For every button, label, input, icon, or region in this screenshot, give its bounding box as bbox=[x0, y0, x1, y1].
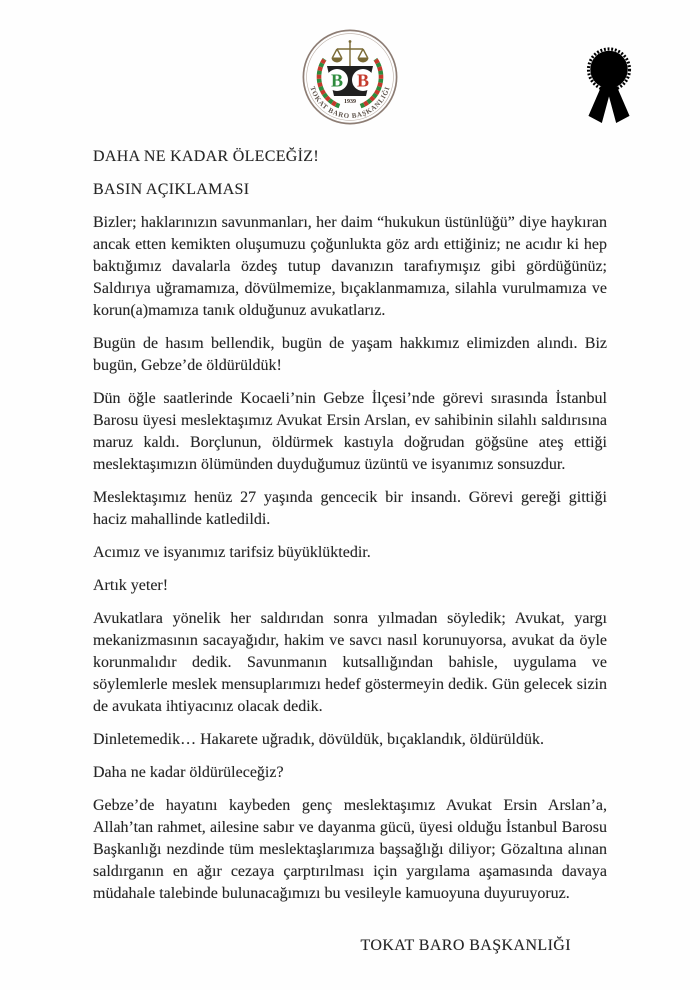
scales-of-justice-icon bbox=[332, 40, 369, 67]
paragraph-7: Avukatlara yönelik her saldırıdan sonra yılmadan söyledik; Avukat, yargı mekanizmasının sacayağıdır, hakim ve savcı nasıl korunuyorsa, avukat da öyle korunmalıdır dedik. Savunmanın kutsallığından bahisle, uygulama ve söylemlerle meslek mensuplarımızı hedef göstermeyin dedik. Gün gelecek sizin de avukata ihtiyacınız olacak dedik. bbox=[93, 610, 607, 715]
paragraph-6: Artık yeter! bbox=[93, 577, 169, 594]
letterhead bbox=[0, 0, 700, 146]
paragraph-2: Bugün de hasım bellendik, bugün de yaşam hakkımız elimizden alındı. Biz bugün, Gebze’de öldürüldük! bbox=[93, 335, 607, 374]
letter-body bbox=[93, 146, 607, 957]
paragraph-9: Daha ne kadar öldürüleceğiz? bbox=[93, 764, 284, 781]
seal-letter-b-right: B bbox=[356, 70, 370, 91]
seal-year: 1939 bbox=[344, 99, 356, 105]
mourning-ribbon-icon bbox=[584, 42, 634, 130]
paragraph-8: Dinletemedik… Hakarete uğradık, dövüldük, bıçaklandık, öldürüldük. bbox=[93, 731, 544, 748]
seal-arc-text: TOKAT BARO BAŞKANLIĞI bbox=[308, 85, 392, 121]
paragraph-10: Gebze’de hayatını kaybeden genç meslektaşımız Avukat Ersin Arslan’a, Allah’tan rahmet, ailesine sabır ve dayanma gücü, üyesi olduğu İstanbul Barosu Başkanlığı nezdinde tüm meslektaşlarımıza başsağlığı diliyor; Gözaltına alınan saldırganın en ağır cezaya çarptırılması için yargılama aşamasında davaya müdahale talebinde bulunacağımızı bu vesileyle kamuoyuna duyuruyoruz. bbox=[93, 797, 607, 902]
seal-letter-b-left: B bbox=[330, 70, 344, 91]
tokat-baro-logo bbox=[300, 27, 400, 127]
headline: DAHA NE KADAR ÖLECEĞİZ! bbox=[93, 148, 319, 165]
paragraph-3: Dün öğle saatlerinde Kocaeli’nin Gebze İlçesi’nde görevi sırasında İstanbul Barosu üyesi meslektaşımız Avukat Ersin Arslan, ev sahibinin silahlı saldırısına maruz kaldı. Borçlunun, öldürmek kastıyla doğrudan göğsüne ateş ettiği meslektaşımızın ölümünden duyduğumuz üzüntü ve isyanımız sonsuzdur. bbox=[93, 390, 607, 473]
ribbon-rosette bbox=[590, 51, 628, 89]
seal-center-emblem bbox=[326, 66, 374, 105]
paragraph-4: Meslektaşımız henüz 27 yaşında gencecik bir insandı. Görevi gereği gittiği haciz mahallinde katledildi. bbox=[93, 489, 607, 528]
paragraph-5: Acımız ve isyanımız tarifsiz büyüklüktedir. bbox=[93, 544, 371, 561]
signature: TOKAT BARO BAŞKANLIĞI bbox=[360, 937, 571, 954]
paragraph-1: Bizler; haklarınızın savunmanları, her daim “hukukun üstünlüğü” diye haykıran ancak etten kemikten oluşumuzu çoğunlukta göz ardı ettiğiniz; ne acıdır ki hep baktığımız davalarla özdeş tutup davanızın tarafıymışız gibi gördüğünüz; Saldırıya uğramamıza, dövülmemize, bıçaklanmamıza, silahla vurulmamıza ve korun(a)mamıza tanık olduğunuz avukatlarız. bbox=[93, 214, 607, 319]
subheadline: BASIN AÇIKLAMASI bbox=[93, 181, 250, 198]
